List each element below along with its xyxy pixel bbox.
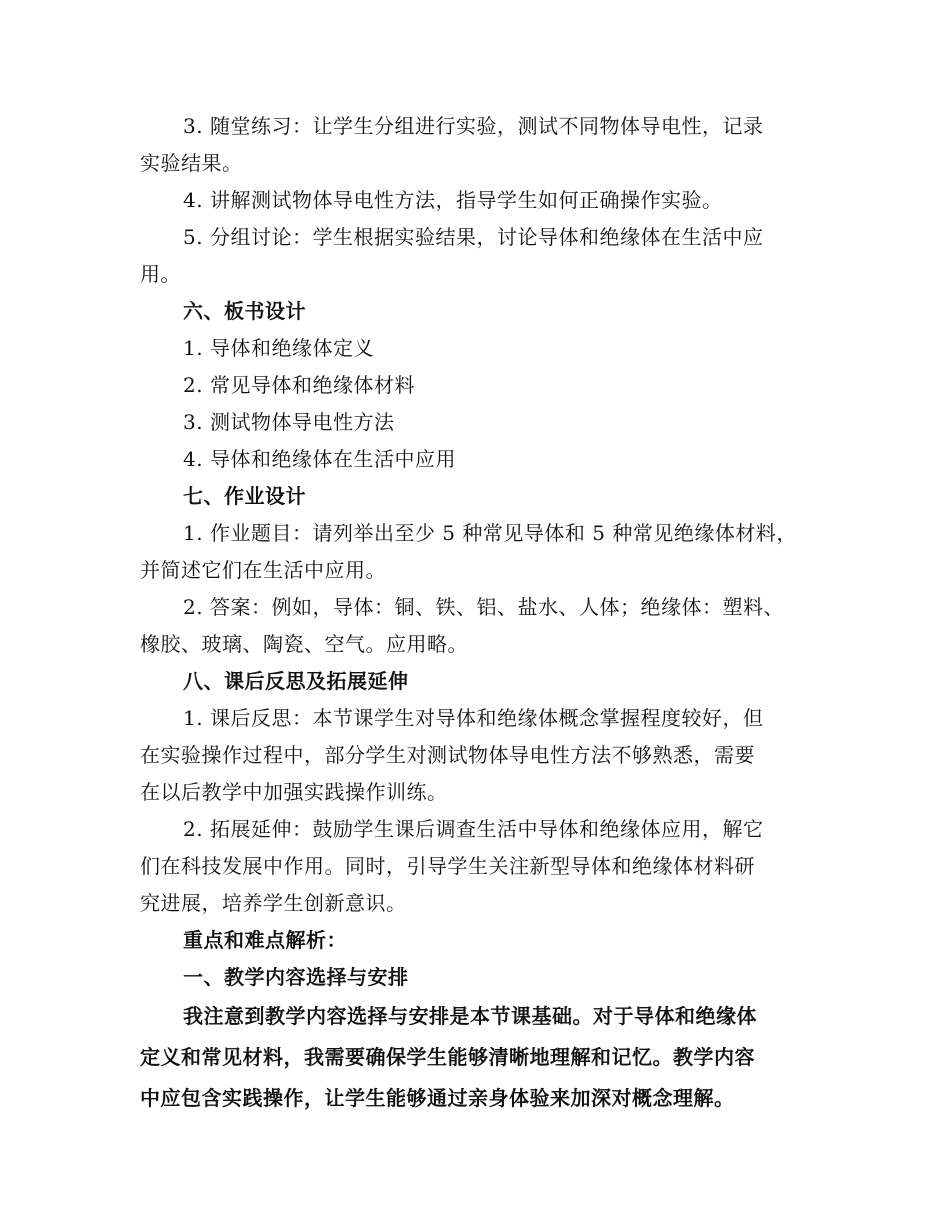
document-body [140,108,810,1119]
paragraph-key-section-body [140,996,810,1119]
text-line: 2. 答案：例如，导体：铜、铁、铝、盐水、人体；绝缘体：塑料、 [183,595,784,619]
text-line: 5. 分组讨论：学生根据实验结果，讨论导体和绝缘体在生活中应 [183,225,764,249]
list-item: 2. 常见导体和绝缘体材料 [183,373,415,397]
text-line: 1. 作业题目：请列举出至少 5 种常见导体和 5 种常见绝缘体材料， [183,521,797,545]
key-points-heading: 重点和难点解析： [183,928,347,952]
text-line: 1. 课后反思：本节课学生对导体和绝缘体概念掌握程度较好，但 [183,706,764,730]
text-line: 橡胶、玻璃、陶瓷、空气。应用略。 [140,632,468,656]
text-line: 们在科技发展中作用。同时，引导学生关注新型导体和绝缘体材料研 [140,854,755,878]
text-line: 3. 随堂练习：让学生分组进行实验，测试不同物体导电性，记录 [183,114,764,138]
text-line: 在实验操作过程中，部分学生对测试物体导电性方法不够熟悉，需要 [140,743,755,767]
list-item: 4. 导体和绝缘体在生活中应用 [183,447,456,471]
section-heading-reflection: 八、课后反思及拓展延伸 [183,669,409,693]
text-line: 2. 拓展延伸：鼓励学生课后调查生活中导体和绝缘体应用，解它 [183,817,764,841]
section-heading-homework: 七、作业设计 [183,484,306,508]
text-line: 并简述它们在生活中应用。 [140,558,386,582]
text-line: 我注意到教学内容选择与安排是本节课基础。对于导体和绝缘体 [183,1004,757,1028]
text-line: 4. 讲解测试物体导电性方法，指导学生如何正确操作实验。 [183,188,723,212]
paragraph-homework-1 [140,515,810,589]
paragraph-reflection-1 [140,700,810,811]
list-item: 3. 测试物体导电性方法 [183,410,395,434]
text-line: 在以后教学中加强实践操作训练。 [140,780,448,804]
paragraph-reflection-2 [140,811,810,922]
paragraph-homework-2 [140,589,810,663]
text-line: 究进展，培养学生创新意识。 [140,891,407,915]
paragraph-practice-4 [140,182,810,219]
text-line: 定义和常见材料，我需要确保学生能够清晰地理解和记忆。教学内容 [140,1045,755,1069]
paragraph-practice-5 [140,219,810,293]
list-item: 1. 导体和绝缘体定义 [183,336,374,360]
key-section-heading: 一、教学内容选择与安排 [183,965,409,989]
section-heading-board-design: 六、板书设计 [183,299,306,323]
board-design-list [140,330,810,478]
text-line: 用。 [140,262,181,286]
text-line: 实验结果。 [140,151,243,175]
paragraph-practice-3 [140,108,810,182]
text-line: 中应包含实践操作，让学生能够通过亲身体验来加深对概念理解。 [140,1086,735,1110]
